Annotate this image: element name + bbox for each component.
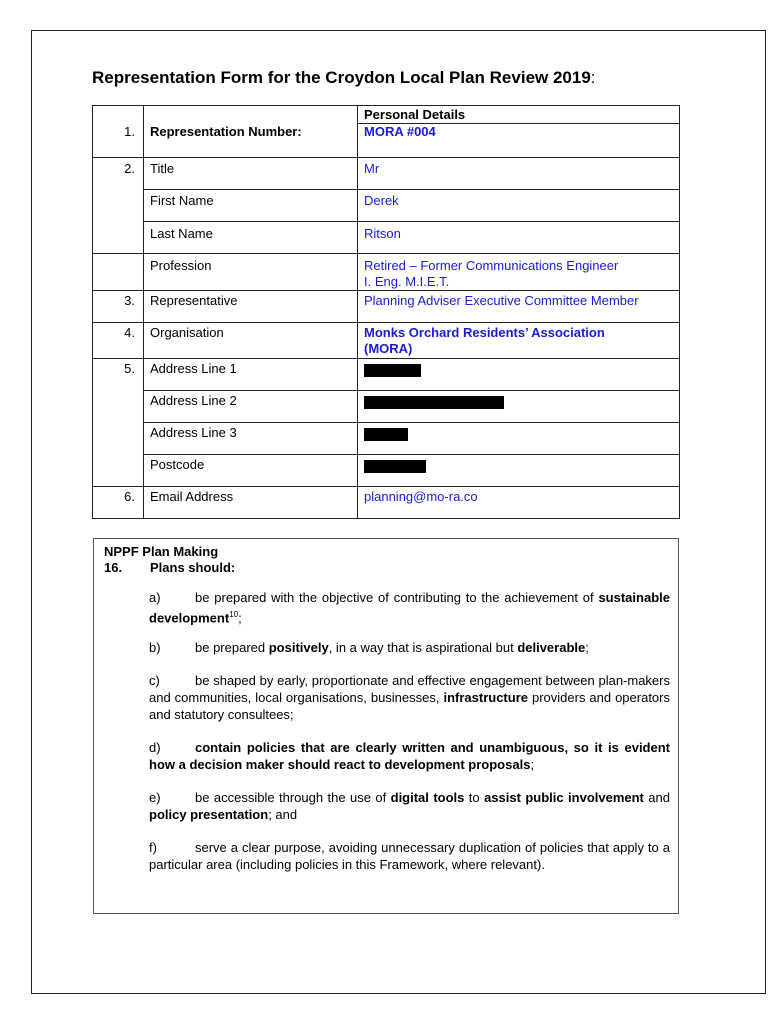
representation-number-value: MORA #004 bbox=[358, 124, 680, 158]
postcode-value bbox=[358, 455, 680, 487]
last-name-value: Ritson bbox=[358, 222, 680, 254]
row-num: 2. bbox=[93, 158, 144, 254]
nppf-box bbox=[93, 538, 679, 914]
address-line-3-value bbox=[358, 423, 680, 455]
section-number: 16. bbox=[104, 560, 123, 575]
row-label: Address Line 1 bbox=[144, 359, 358, 391]
table-header: Personal Details bbox=[358, 106, 680, 124]
row-num: 3. bbox=[93, 291, 144, 323]
address-line-2-value bbox=[358, 391, 680, 423]
row-label: Representation Number: bbox=[144, 124, 358, 158]
nppf-item-b: b) be prepared positively, in a way that is aspirational but deliverable; bbox=[149, 640, 589, 655]
representative-value: Planning Adviser Executive Committee Member bbox=[358, 291, 680, 323]
row-num bbox=[93, 254, 144, 291]
section-title: Plans should: bbox=[150, 560, 236, 575]
row-label: Representative bbox=[144, 291, 358, 323]
row-label: Address Line 3 bbox=[144, 423, 358, 455]
redaction-block bbox=[364, 396, 504, 409]
row-label: Email Address bbox=[144, 487, 358, 519]
redaction-block bbox=[364, 428, 408, 441]
row-label: Profession bbox=[144, 254, 358, 291]
profession-value: Retired – Former Communications Engineer I. Eng. M.I.E.T. bbox=[358, 254, 680, 291]
row-label: Address Line 2 bbox=[144, 391, 358, 423]
nppf-item-e: e) be accessible through the use of digital tools to assist public involvement and policy presentation; and bbox=[149, 790, 670, 822]
row-label: First Name bbox=[144, 190, 358, 222]
organisation-value: Monks Orchard Residents’ Association (MORA) bbox=[358, 323, 680, 359]
row-label: Postcode bbox=[144, 455, 358, 487]
first-name-value: Derek bbox=[358, 190, 680, 222]
row-label: Organisation bbox=[144, 323, 358, 359]
row-num: 6. bbox=[93, 487, 144, 519]
personal-details-table bbox=[92, 105, 680, 519]
redaction-block bbox=[364, 364, 421, 377]
page-title: Representation Form for the Croydon Local Plan Review 2019: bbox=[92, 68, 596, 87]
address-line-1-value bbox=[358, 359, 680, 391]
row-num: 4. bbox=[93, 323, 144, 359]
row-label: Last Name bbox=[144, 222, 358, 254]
row-num: 1. bbox=[93, 124, 144, 158]
nppf-heading-block bbox=[104, 544, 235, 576]
row-num: 5. bbox=[93, 359, 144, 487]
nppf-heading: NPPF Plan Making bbox=[104, 544, 219, 559]
nppf-item-d: d) contain policies that are clearly written and unambiguous, so it is evident how a decision maker should react to development proposals; bbox=[149, 740, 670, 772]
nppf-item-f: f) serve a clear purpose, avoiding unnecessary duplication of policies that apply to a particular area (including policies in this Framework, where relevant). bbox=[149, 840, 670, 872]
nppf-item-a: a) be prepared with the objective of contributing to the achievement of sustainable development$^{10}$; bbox=[149, 590, 670, 626]
row-label: Title bbox=[144, 158, 358, 190]
email-value: planning@mo-ra.co bbox=[358, 487, 680, 519]
redaction-block bbox=[364, 460, 426, 473]
title-value: Mr bbox=[358, 158, 680, 190]
nppf-item-c: c) be shaped by early, proportionate and effective engagement between plan-makers and communities, local organisations, businesses, infrastructure providers and operators and statutory consultees; bbox=[149, 673, 670, 722]
